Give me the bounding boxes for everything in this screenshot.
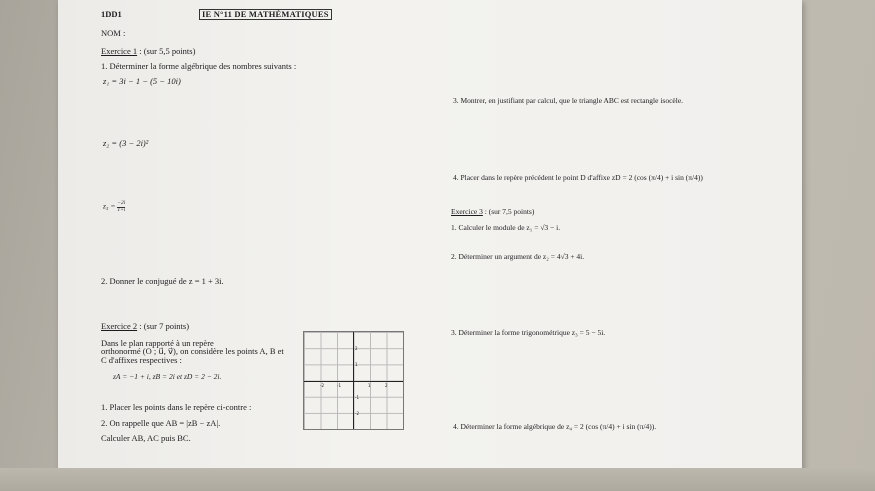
exercise2-intro-line1: Dans le plan rapporté à un repère <box>101 338 214 348</box>
exercise2-q2b: Calculer AB, AC puis BC. <box>101 433 191 443</box>
class-label: 1DD1 <box>101 9 122 19</box>
exercise3-heading <box>451 208 534 216</box>
exercise2-intro-line3: C d'affixes respectives : <box>101 355 182 365</box>
exercise1-z1: z₁ = 3i − 1 − (5 − 10i) <box>103 76 181 86</box>
tick-y-neg1: -1 <box>355 395 359 400</box>
exercise1-z3 <box>103 201 125 213</box>
exercise1-q1: 1. Déterminer la forme algébrique des nombres suivants : <box>101 61 297 71</box>
exercise2-q1: 1. Placer les points dans le repère ci-contre : <box>101 402 252 412</box>
exercise2-intro-line2: orthonormé (O ; u⃗, v⃗), on considère les points A, B et <box>101 346 284 356</box>
exercise2-q3: 3. Montrer, en justifiant par calcul, que le triangle ABC est rectangle isocèle. <box>453 96 684 105</box>
exam-title: IE N°11 DE MATHÉMATIQUES <box>199 9 332 20</box>
tick-y-2: 2 <box>355 346 358 351</box>
exercise3-q2: 2. Déterminer un argument de z₂ = 4√3 + 4i. <box>451 252 585 261</box>
tick-x-1: 1 <box>368 383 371 388</box>
exercise2-heading <box>101 322 189 331</box>
exercise1-points: : (sur 5,5 points) <box>137 46 196 56</box>
exercise2-q2: 2. On rappelle que AB = |zB − zA|. <box>101 418 221 428</box>
z3-numerator: −2i <box>117 200 126 206</box>
exercise2-affixes: zA = −1 + i, zB = 2i et zD = 2 − 2i. <box>113 372 222 381</box>
tick-x-neg1: -1 <box>337 383 341 388</box>
z3-lhs: z₃ = <box>103 201 116 211</box>
z3-fraction <box>117 201 125 213</box>
exercise2-q4: 4. Placer dans le repère précédent le point D d'affixe zD = 2 (cos (π/4) + i sin (π/4)) <box>453 173 703 182</box>
tick-y-1: 1 <box>355 362 358 367</box>
exercise1-q2: 2. Donner le conjugué de z = 1 + 3i. <box>101 276 224 286</box>
exercise3-q1: 1. Calculer le module de z₁ = √3 − i. <box>451 223 561 232</box>
table-edge <box>0 468 875 491</box>
tick-x-neg2: -2 <box>320 383 324 388</box>
exercise3-q4: 4. Déterminer la forme algébrique de z₄ = 2 (cos (π/4) + i sin (π/4)). <box>453 422 657 431</box>
exercise2-points: : (sur 7 points) <box>137 321 190 331</box>
tick-y-neg2: -2 <box>355 411 359 416</box>
name-label: NOM : <box>101 28 126 38</box>
exercise2-title: Exercice 2 <box>101 321 138 331</box>
exercise3-title: Exercice 3 <box>451 207 483 216</box>
exercise1-heading <box>101 47 195 56</box>
exercise1-z2: z₂ = (3 − 2i)² <box>103 138 149 148</box>
exercise3-points: : (sur 7,5 points) <box>482 207 535 216</box>
coordinate-grid <box>303 331 404 430</box>
exercise3-q3: 3. Déterminer la forme trigonométrique z₃ = 5 − 5i. <box>451 328 606 337</box>
exercise1-title: Exercice 1 <box>101 46 138 56</box>
y-axis <box>353 332 354 429</box>
z3-denominator: 1+i <box>117 206 126 213</box>
tick-x-2: 2 <box>385 383 388 388</box>
